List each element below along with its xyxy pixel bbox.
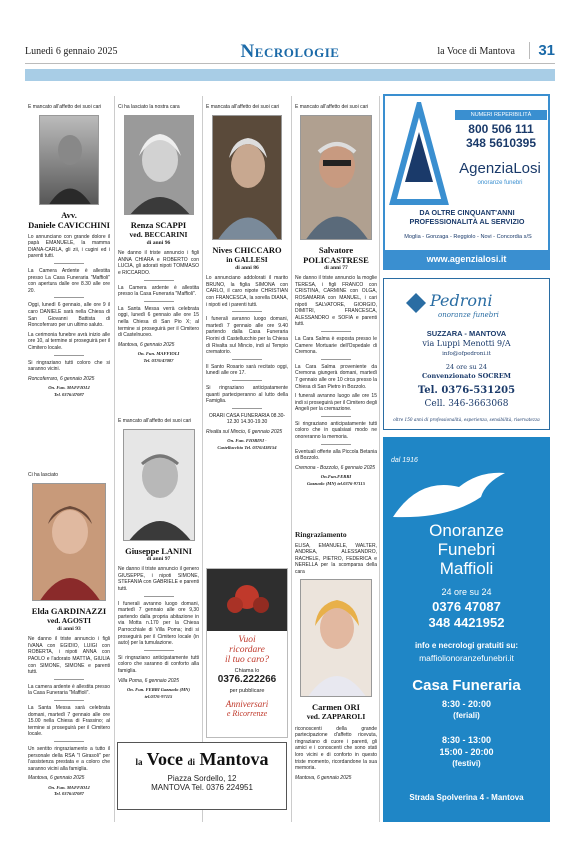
separator [321, 359, 351, 360]
losi-phone: 800 506 111 [468, 122, 534, 136]
header-date: Lunedì 6 gennaio 2025 [25, 46, 118, 57]
thanks-text: riconoscenti della grande partecipazione d'affetto ricevuta, ringraziano di cuore i parenti, gli amici e i conoscenti che sono stati loro vicini e di conforto in questo triste momento, ricordandone la sua memoria. [295, 725, 377, 772]
funeral-home-phone: Tel. 0376/47087 [143, 357, 174, 363]
obituary-text: Ne danno il triste annuncio i figli IVANA con EGIDIO, LUIGI con ROBERTA, i nipoti ANNA con PAOLO e l'adorato MATTIA, GIULIA con SIMONE, SIMONE e parenti tutti. [28, 636, 110, 676]
obituary-gardinazzi [28, 472, 110, 820]
losi-towns: Moglia - Gonzaga - Reggiolo - Novi - Concordia s/S [404, 234, 532, 240]
ad-line: il tuo caro? [225, 655, 269, 665]
separator [54, 700, 84, 701]
pedroni-phone: Tel. 0376-531205 [417, 385, 516, 396]
obituary-text: Il Santo Rosario sarà recitato oggi, lunedì alle ore 17. [206, 363, 288, 377]
maffioli-hours: 24 ore su 24 [441, 587, 492, 597]
newspaper-contact-box [117, 742, 287, 810]
portrait-photo [300, 579, 372, 697]
obituary-lead: È mancata all'affetto dei suoi cari [206, 104, 280, 110]
obituary-lead: Ci ha lasciato [28, 472, 59, 478]
obituary-scappi [118, 104, 199, 414]
obituary-text: Ne danno il triste annuncio i figli ANNA CHIARA e ROBERTO con LUCIA, gli adorati nipoti TOMMASO e RICCARDO. [118, 250, 199, 276]
deceased-title: Avv. [61, 209, 77, 220]
obituary-text: I funerali avranno luogo domani, martedì 7 gennaio alle ore 9.40 partendo dalla Casa Funeraria Fiorini di Castellucchio per la Chiesa di Rivalta sul Mincio, indi al Tempio crematorio. [206, 316, 288, 356]
deceased-married-name: ved. ZAPPAROLI [306, 711, 366, 721]
brand-word: di [187, 757, 196, 767]
maffioli-hours-weekday: 8:30 - 20:00 [441, 699, 492, 709]
ad-line: e Ricorrenze [226, 709, 268, 718]
funeral-home-hours: ORARI CASA FUNERARIA 08.30-12.30 14.30-19.30 [208, 412, 286, 426]
deceased-name: Carmen ORI [312, 701, 360, 712]
funeral-home-signature: On.Fun.FERRI [320, 474, 352, 480]
thanks-text: ELISA, EMANUELE, WALTER, ANDREA, ALESSANDRO, RACHELE, PIETRO, FEDERICA e NERELLA per la scomparsa della cara [295, 542, 377, 575]
funeral-home-signature: On. Fun. FIORINI - [227, 438, 267, 444]
deceased-name: Elda GARDINAZZI [31, 605, 107, 616]
ad-line: Anniversari [225, 699, 269, 709]
losi-logo-icon [389, 102, 449, 206]
deceased-name: Giuseppe LANINI [125, 545, 192, 556]
obituary-text: I funerali avranno luogo alle ore 15 indi si proseguirà per il Cimitero degli Angeli per la cremazione. [295, 393, 377, 413]
pedroni-logo-icon [404, 291, 428, 315]
maffioli-title: Maffioli [439, 559, 494, 578]
obituary-text: La Santa Messa sarà celebrata domani, martedì 7 gennaio alle ore 15.00 nella Chiesa di Frassino; al termine si proseguirà per il Cimitero locale. [28, 704, 110, 738]
pedroni-brand-sub: onoranze funebri [438, 311, 499, 319]
obituary-text: Un sentito ringraziamento a tutto il personale della RSA "I Girasoli" per l'assistenza prestata e a coloro che saranno vicini alla famiglia. [28, 745, 110, 772]
losi-phone: 348 5610395 [465, 136, 537, 150]
pedroni-address: SUZZARA - MANTOVA [426, 329, 507, 338]
separator [54, 741, 84, 742]
funeral-home-phone: Tel. 0376/47087 [54, 391, 84, 397]
obituary-text: Eventuali offerte alla Piccola Betania di Bozzolo. [295, 448, 377, 462]
newspaper-phone: MANTOVA Tel. 0376 224951 [151, 783, 253, 792]
obituary-text: La Santa Messa verrà celebrata oggi, lunedì 6 gennaio alle ore 15 nella Chiesa di San Pio X; al termine si proseguirà per il Cimitero di Castelnuovo. [118, 305, 199, 339]
obituary-text: Ne danno il triste annuncio il genero GIUSEPPE, i nipoti SIMONE, STEFANIA con GABRIELE e parenti tutti. [118, 566, 199, 592]
obituary-text: Lo annunciano con grande dolore il papà EMANUELE, la mamma DIANA-CARLA, gli zii, i cugini ed i parenti tutti. [28, 233, 110, 260]
maffioli-hours-label: (festivi) [452, 759, 481, 768]
obituary-text: La cerimonia funebre avrà inizio alle ore 10, al termine si proseguirà per il Cimitero locale. [28, 331, 110, 351]
deceased-name: Nives CHICCARO [212, 244, 282, 255]
deceased-name: Daniele CAVICCHINI [28, 219, 110, 230]
ad-phone: 0376.222266 [217, 674, 277, 685]
separator [54, 297, 84, 298]
funeral-home-signature: On. Fun. MAFFIOLI [48, 385, 90, 391]
losi-ad [383, 94, 550, 270]
portrait-photo [212, 115, 282, 240]
obituary-city-date: Cremona - Bozzolo, 6 gennaio 2025 [295, 464, 376, 471]
newspaper-address: Piazza Sordello, 12 [167, 774, 237, 783]
obituary-text: La Cara Salma è esposta presso le Camere Mortuarie dell'Ospedale di Cremona. [295, 335, 377, 356]
deceased-age: di anni 93 [57, 625, 81, 632]
obituary-text: Si ringraziano anticipatamente tutti coloro che in qualsiasi modo ne onoreranno la memoria. [295, 420, 377, 441]
obituary-city-date: Mantova, 6 gennaio 2025 [295, 774, 352, 781]
separator [144, 650, 174, 651]
pedroni-hours: 24 ore su 24 [445, 363, 488, 371]
separator [232, 359, 262, 360]
obituary-lead: È mancato all'affetto dei suoi cari [118, 418, 192, 424]
flowers-photo [207, 569, 287, 631]
pedroni-convention: Convenzionato SOCREM [422, 372, 511, 380]
deceased-married-name: in GALLESI [226, 254, 268, 264]
ad-line: per pubblicare [229, 688, 265, 694]
obituary-text: Lo annunciano addolorati il marito BRUNO, la figlia SIMONA con CARLO, il caro nipote CHRISTIAN con FRANCESCA, la sorella DIANA, i nipoti ed i parenti tutti. [206, 275, 288, 308]
section-title: Necrologie [240, 41, 340, 62]
obituary-text: La Camera ardente è allestita presso la Casa Funeraria "Maffioli". [118, 284, 199, 298]
brand-word: Mantova [199, 749, 269, 769]
anniversary-ad [206, 568, 288, 738]
pedroni-footer: oltre 150 anni di professionalità, esperienza, sensibilità, riservatezza [393, 417, 540, 422]
obituary-text: La Camera Ardente è allestita presso La Casa Funeraria "Maffioli" con apertura dalle ore 8.30 alle ore 20. [28, 267, 110, 294]
losi-slogan: DA OLTRE CINQUANT'ANNI PROFESSIONALITÀ AL SERVIZIO [409, 208, 525, 226]
separator [232, 408, 262, 409]
funeral-home-phone: tel.0376-97115 [144, 693, 173, 699]
maffioli-hours-holiday: 15:00 - 20:00 [439, 747, 494, 757]
maffioli-phone: 348 4421952 [428, 615, 505, 630]
page-header [25, 38, 555, 64]
losi-brand-sub: onoranze funebri [477, 180, 523, 186]
obituary-city-date: Roncoferraro, 6 gennaio 2025 [28, 375, 95, 382]
obituary-text: Si ringraziano anticipatamente tutti coloro che saranno di conforto alla famiglia. [118, 654, 199, 674]
obituary-text: Si ringraziano tutti coloro che si saranno vicini. [28, 359, 110, 373]
column-divider [202, 96, 203, 822]
obituary-lead: Ci ha lasciato la nostra cara [118, 104, 180, 110]
obituary-policastrese [295, 104, 377, 524]
separator [54, 263, 84, 264]
maffioli-website: maffiolionoranzefunebri.it [419, 653, 514, 663]
header-band [25, 69, 555, 81]
maffioli-hours-label: (feriali) [453, 711, 480, 720]
dove-icon [389, 467, 509, 527]
obituary-lanini [118, 418, 199, 738]
maffioli-title: Onoranze [429, 521, 504, 540]
obituary-city-date: Mantova, 6 gennaio 2025 [118, 341, 175, 348]
deceased-name: Renza SCAPPI [130, 219, 187, 230]
pedroni-address: via Luppi Menotti 9/A [422, 339, 511, 348]
deceased-married-name: ved. BECCARINI [129, 229, 188, 239]
separator [144, 596, 174, 597]
separator [232, 311, 262, 312]
header-paper-name: la Voce di Mantova [437, 46, 515, 57]
brand-word: la [135, 757, 143, 767]
funeral-home-phone: Castellucchio Tel. 0376/438154 [217, 445, 277, 451]
obituary-cavicchini [28, 104, 110, 469]
funeral-home-phone: Gazzuolo (MN) tel.0376-97115 [306, 481, 366, 487]
obituary-text: Si ringraziano anticipatamente quanti parteciperanno al lutto della Famiglia. [206, 384, 288, 405]
maffioli-info: info e necrologi gratuiti su: [414, 641, 519, 650]
funeral-home-signature: On. Fun. MAFFIOLI [48, 784, 90, 790]
portrait-photo [123, 429, 195, 541]
ad-line: Chiama lo [234, 668, 260, 674]
losi-website: www.agenzialosi.it [385, 250, 548, 268]
portrait-photo [300, 115, 372, 240]
separator [321, 416, 351, 417]
maffioli-address: Strada Spolverina 4 - Mantova [409, 793, 524, 802]
portrait-photo [39, 115, 99, 205]
portrait-photo [32, 483, 106, 601]
obituary-text: La Cara Salma proveniente da Cremona giungerà domani, martedì 7 gennaio alle ore 10 circa presso la Chiesa di San Pietro in Bozzolo. [295, 363, 377, 390]
funeral-home-signature: On. Fun. MAFFIOLI [137, 351, 180, 357]
obituary-lead: È mancato all'affetto dei suoi cari [28, 104, 102, 110]
deceased-age: di anni 86 [235, 264, 259, 271]
pedroni-ad [383, 278, 550, 430]
obituary-text: Ne danno il triste annuncio la moglie TERESA, i figli FRANCO con CRISTINA, CARMINE con OLGA, ROSAMARIA con MANUEL, i cari nipoti SALVATORE, GIORGIO, DIMITRI, FRANCESCA, ALESSANDRO e SOFIA e parenti tutti. [295, 275, 377, 328]
maffioli-casa-funeraria: Casa Funeraria [412, 677, 521, 694]
deceased-age: di anni 97 [146, 555, 171, 562]
pedroni-email: info@ofpedroni.it [442, 351, 491, 357]
losi-tag: NUMERI REPERIBILITÀ [455, 110, 547, 120]
separator [144, 280, 174, 281]
separator [321, 331, 351, 332]
funeral-home-phone: Tel. 0376/47087 [54, 791, 84, 797]
obituary-text: Oggi, lunedì 6 gennaio, alle ore 9 il caro DANIELE sarà nella Chiesa di San Giovanni Battista di Roncoferraro per un ultimo saluto. [28, 302, 110, 329]
obituary-city-date: Rivalta sul Mincio, 6 gennaio 2025 [206, 428, 283, 435]
losi-brand: AgenziaLosi [459, 160, 541, 177]
separator [54, 355, 84, 356]
maffioli-title: Funebri [437, 540, 496, 559]
ad-line: ricordare [229, 645, 265, 655]
column-divider [291, 96, 292, 822]
maffioli-ad [383, 437, 550, 822]
portrait-photo [124, 115, 194, 215]
column-divider [114, 96, 115, 822]
obituary-city-date: Mantova, 6 gennaio 2025 [28, 775, 85, 782]
deceased-first-name: Salvatore [318, 244, 354, 255]
pedroni-cell: Cell. 346-3663068 [424, 399, 509, 409]
brand-word: Voce [146, 749, 183, 769]
maffioli-since: dal 1916 [391, 457, 418, 464]
separator [144, 301, 174, 302]
maffioli-phone: 0376 47087 [432, 599, 501, 614]
deceased-married-name: ved. AGOSTI [47, 615, 91, 625]
thanks-ori [295, 532, 377, 822]
maffioli-hours-holiday: 8:30 - 13:00 [441, 735, 492, 745]
obituary-lead: È mancato all'affetto dei suoi cari [295, 104, 369, 110]
separator [54, 679, 84, 680]
separator [321, 444, 351, 445]
thanks-heading: Ringraziamento [295, 532, 347, 539]
page-number: 31 [529, 42, 555, 59]
deceased-age: di anni 77 [324, 264, 348, 271]
pedroni-brand: Pedroni [430, 291, 493, 310]
obituary-chiccaro [206, 104, 288, 564]
funeral-home-signature: On. Fun. FERRI Gazzuolo (MN) [126, 687, 191, 693]
ad-line: Vuoi [238, 635, 256, 645]
deceased-age: di anni 96 [146, 239, 171, 246]
obituary-text: I funerali avranno luogo domani, martedì 7 gennaio alle ore 9,30 partendo dalla propria abitazione in via Motta n.170 per la Chiesa Parrocchiale di Villa Poma; indi si proseguirà per il Cimitero locale (in auto) per la tumulazione. [118, 600, 199, 647]
column-divider [379, 96, 380, 822]
separator [232, 380, 262, 381]
deceased-surname: POLICASTRESE [303, 254, 369, 265]
obituary-city-date: Villa Poma, 6 gennaio 2025 [118, 677, 180, 684]
obituary-text: La camera ardente è allestita presso la Casa Funeraria "Maffioli". [28, 683, 110, 697]
